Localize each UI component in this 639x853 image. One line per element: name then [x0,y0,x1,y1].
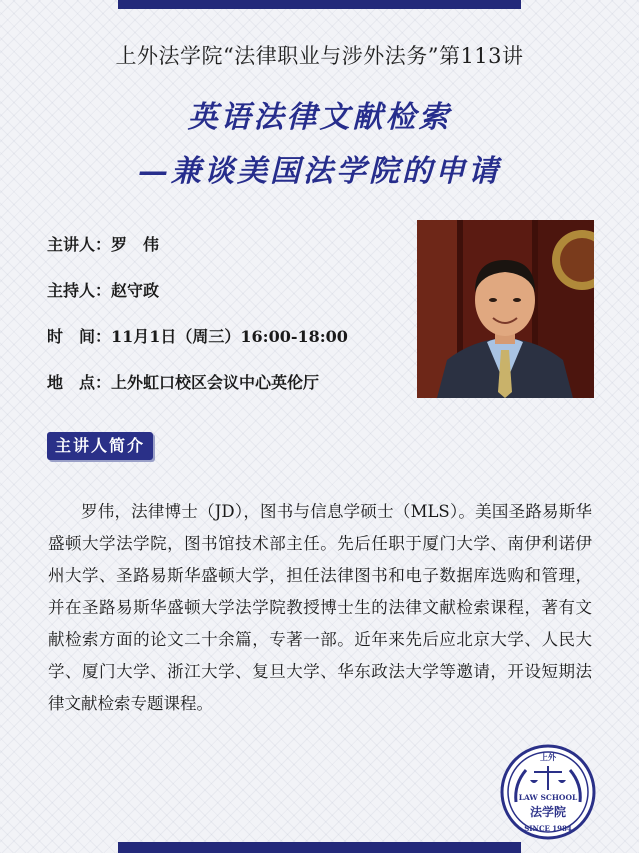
place-row [47,370,319,393]
lecture-title: 英语法律文献检索 [187,100,452,135]
time-value: 11月1日（周三）16:00-18:00 [111,327,348,346]
time-row [47,324,348,347]
speaker-bio: 罗伟，法律博士（JD），图书与信息学硕士（MLS）。美国圣路易斯华盛顿大学法学院，图书馆技术部主任。先后任职于厦门大学、南伊利诺伊州大学、圣路易斯华盛顿大学，担任法律图书和电子数据库选购和管理，并在圣路易斯华盛顿大学法学院教授博士生的法律文献检索课程，著有文献检索方面的论文二十余篇，专著一部。近年来先后应北京大学、人民大学、厦门大学、浙江大学、复旦大学、华东政法大学等邀请，开设短期法律文献检索专题课程。 [48,502,592,713]
bottom-bar [118,842,521,853]
seal-top-text: 上外 [540,752,556,762]
law-school-seal [500,744,596,840]
speaker-name: 罗 伟 [111,235,160,254]
seal-cn-text: 法学院 [529,805,567,819]
host-name: 赵守政 [111,281,160,300]
speaker-row [47,232,159,255]
host-row [47,278,159,301]
lecture-subtitle: —兼谈美国法学院的申请 [138,154,501,189]
place-value: 上外虹口校区会议中心英伦厅 [111,373,320,392]
speaker-label: 主讲人： [47,235,112,254]
seal-since-text: SINCE 1984 [524,824,572,833]
series-title: 上外法学院“法律职业与涉外法务”第113讲 [115,44,524,68]
top-bar [118,0,521,9]
seal-law-school-text: LAW SCHOOL [518,793,578,802]
section-badge: 主讲人简介 [47,432,153,460]
speaker-photo [417,220,594,398]
place-label: 地 点： [47,373,112,392]
time-label: 时 间： [47,327,112,346]
host-label: 主持人： [47,281,112,300]
